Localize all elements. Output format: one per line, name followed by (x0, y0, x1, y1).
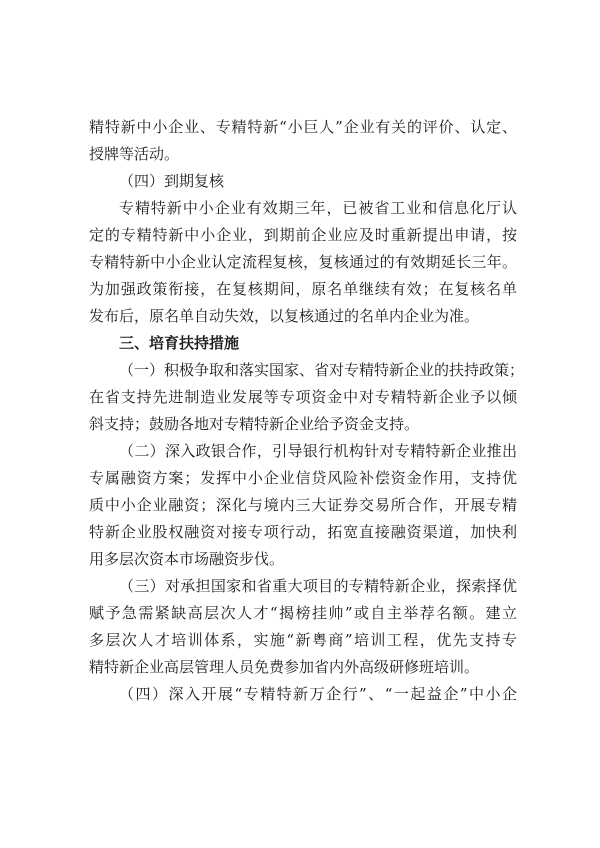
text-line: （四）深入开展“专精特新万企行”、“一起益企”中小企 (119, 685, 517, 703)
text-line: 专精特新中小企业有效期三年，已被省工业和信息化厅认 (119, 199, 517, 217)
section-heading: 三、培育扶持措施 (119, 334, 240, 352)
text-line: （三）对承担国家和省重大项目的专精特新企业，探索择优 (119, 577, 517, 595)
text-line: 赋予急需紧缺高层次人才“揭榜挂帅”或自主举荐名额。建立 (89, 604, 517, 622)
text-line: 为加强政策衔接，在复核期间，原名单继续有效；在复核名单 (89, 280, 517, 298)
text-line: 用多层次资本市场融资步伐。 (89, 550, 285, 568)
text-line: （一）积极争取和落实国家、省对专精特新企业的扶持政策； (119, 361, 525, 379)
text-line: 授牌等活动。 (89, 145, 180, 163)
text-line: 特新企业股权融资对接专项行动，拓宽直接融资渠道，加快利 (89, 523, 517, 541)
text-line: 质中小企业融资；深化与境内三大证券交易所合作，开展专精 (89, 496, 517, 514)
subsection-heading: （四）到期复核 (119, 172, 225, 190)
text-line: （二）深入政银合作，引导银行机构针对专精特新企业推出 (119, 442, 517, 460)
text-line: 在省支持先进制造业发展等专项资金中对专精特新企业予以倾 (89, 388, 517, 406)
text-line: 精特新企业高层管理人员免费参加省内外高级研修班培训。 (89, 658, 480, 676)
text-line: 发布后，原名单自动失效，以复核通过的名单内企业为准。 (89, 307, 480, 325)
text-line: 定的专精特新中小企业，到期前企业应及时重新提出申请，按 (89, 226, 517, 244)
text-line: 精特新中小企业、专精特新“小巨人”企业有关的评价、认定、 (89, 118, 517, 136)
text-line: 斜支持；鼓励各地对专精特新企业给予资金支持。 (89, 415, 420, 433)
document-body (89, 114, 525, 708)
text-line: 专精特新中小企业认定流程复核，复核通过的有效期延长三年。 (89, 253, 517, 271)
text-line: 专属融资方案；发挥中小企业信贷风险补偿资金作用，支持优 (89, 469, 517, 487)
text-line: 多层次人才培训体系，实施“新粤商”培训工程，优先支持专 (89, 631, 517, 649)
